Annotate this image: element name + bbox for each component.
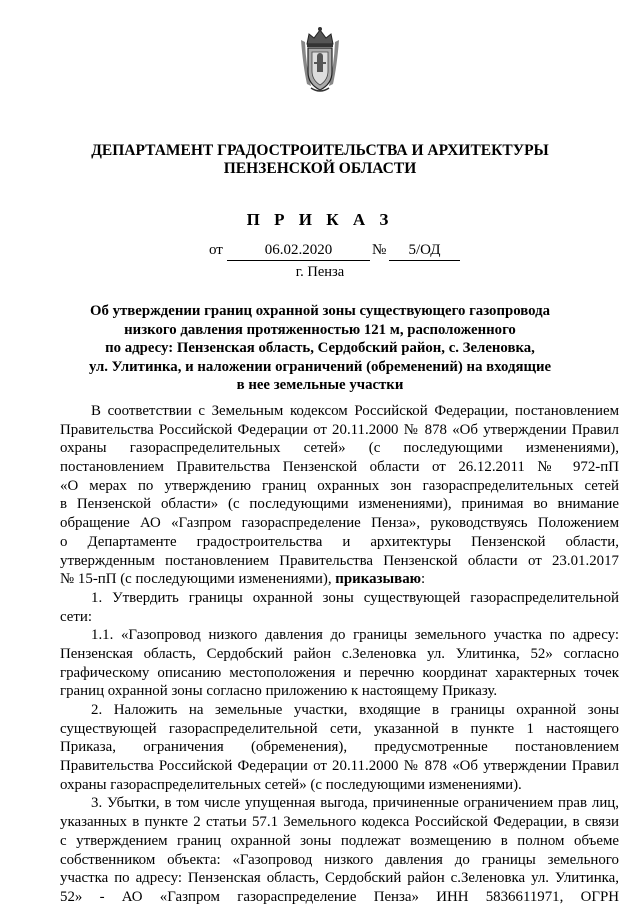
order-date-line: [0, 240, 640, 262]
coat-of-arms-icon: [297, 26, 343, 94]
body-line: 2. Наложить на земельные участки, входящие в границы охранной зоны: [91, 702, 619, 718]
body-line: В соответствии с Земельным кодексом Российской Федерации, постановлением: [91, 403, 619, 419]
body-line: 1. Утвердить границы охранной зоны существующей газораспределительной: [91, 589, 619, 606]
body-line: в Пензенской области» (с последующими изменениями), принимая во внимание: [60, 496, 619, 513]
department-name-line2: ПЕНЗЕНСКОЙ ОБЛАСТИ: [223, 160, 417, 177]
city: г. Пенза: [295, 264, 345, 280]
body-line: границ охранной зоны согласно приложению к настоящему Приказу.: [60, 683, 498, 700]
body-line: существующей газораспределительной сети, указанной в пункте 1 настоящего: [60, 720, 619, 737]
number-label: №: [372, 242, 387, 258]
body-line: Приказа, ограничения (обременения), предусмотренные постановлением: [60, 739, 619, 756]
body-line: охраны газораспределительных сетей» (с последующими изменениями).: [60, 776, 522, 793]
order-number: 5/ОД: [389, 240, 460, 261]
from-label: от: [209, 242, 223, 258]
body-line: утвержденным постановлением Правительства Пензенской области от 23.01.2017: [60, 552, 619, 569]
body-line: графическому описанию местоположения и перечню координат характерных точек: [60, 664, 619, 681]
body-line: Пензенская область, Сердобский район с.Зеленовка ул. Улитинка, 52» согласно: [60, 645, 619, 662]
body-line: о Департаменте градостроительства и архитектуры Пензенской области,: [60, 533, 619, 550]
body-line: 52» - АО «Газпром газораспределение Пенза» ИНН 5836611971, ОГРН: [60, 888, 619, 905]
body-line-with-emphasis: [60, 570, 619, 589]
body-line: с утверждением границ охранной зоны подлежат возмещению в полном объеме: [60, 832, 619, 849]
body-line: Правительства Российской Федерации от 20.11.2000 № 878 «Об утверждении Правил: [60, 758, 619, 775]
title-line: по адресу: Пензенская область, Сердобский район, с. Зеленовка,: [105, 340, 535, 356]
order-title: [60, 302, 580, 395]
title-line: ул. Улитинка, и наложении ограничений (обременений) на входящие: [88, 358, 552, 375]
order-date: 06.02.2020: [227, 240, 370, 261]
body-line: Правительства Российской Федерации от 20.11.2000 № 878 «Об утверждении Правил: [60, 421, 619, 438]
body-line: собственником объекта: «Газопровод низкого давления до границы земельного: [60, 851, 619, 868]
body-line: участка по адресу: Пензенская область, Сердобский район с.Зеленовка ул. Улитинка,: [60, 870, 619, 887]
order-word-colon: :: [421, 571, 426, 588]
title-line: в нее земельные участки: [236, 377, 404, 393]
body-line: 3. Убытки, в том числе упущенная выгода, причиненные ограничением прав лиц,: [91, 795, 619, 812]
body-line: охраны газораспределительных сетей» (с последующими изменениями),: [60, 440, 619, 457]
body-line: постановлением Правительства Пензенской области от 26.12.2011 № 972-пП: [60, 459, 619, 476]
body-line: «О мерах по утверждению границ охранных зон газораспределительных сетей: [60, 477, 619, 494]
body-line: 1.1. «Газопровод низкого давления до границы земельного участка по адресу:: [91, 627, 619, 644]
order-word: приказываю: [335, 571, 422, 588]
body-line: обращение АО «Газпром газораспределение Пенза», руководствуясь Положением: [60, 515, 619, 532]
body-line: сети:: [60, 608, 93, 625]
order-body: [60, 402, 619, 907]
body-line-text: № 15-пП (с последующими изменениями),: [60, 571, 332, 588]
title-line: низкого давления протяженностью 121 м, расположенного: [124, 321, 516, 338]
body-line: указанных в пункте 2 статьи 57.1 Земельного кодекса Российской Федерации, в связи: [60, 814, 619, 831]
title-line: Об утверждении границ охранной зоны существующего газопровода: [90, 303, 550, 319]
order-heading: П Р И К А З: [246, 210, 394, 229]
department-name-line1: ДЕПАРТАМЕНТ ГРАДОСТРОИТЕЛЬСТВА И АРХИТЕКТУРЫ: [91, 142, 549, 159]
